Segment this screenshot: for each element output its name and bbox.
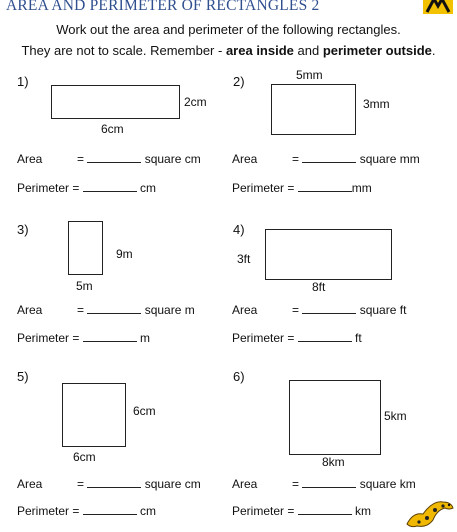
area-answer-line: Area = square cm (17, 477, 201, 491)
rectangle-2 (271, 84, 356, 135)
rectangle-4 (265, 229, 392, 280)
rectangle-width-label: 8km (322, 455, 345, 469)
perimeter-answer-line: Perimeter = cm (17, 504, 157, 518)
problem-number: 1) (17, 74, 29, 89)
perimeter-answer-line: Perimeter = km (232, 504, 372, 518)
perimeter-answer-line: Perimeter = m (17, 331, 151, 345)
rectangle-height-label: 3ft (237, 252, 251, 266)
salamander-mascot-icon (403, 494, 455, 530)
worksheet-title: AREA AND PERIMETER OF RECTANGLES 2 (6, 0, 320, 14)
perimeter-answer-blank[interactable] (83, 505, 137, 515)
rectangle-3 (68, 221, 103, 275)
perimeter-answer-blank[interactable] (83, 332, 137, 342)
site-logo-icon (423, 0, 453, 14)
rectangle-height-label: 6cm (133, 404, 156, 418)
rectangle-width-label: 5m (76, 279, 93, 293)
rectangle-6 (289, 380, 381, 455)
perimeter-answer-blank[interactable] (298, 182, 352, 192)
area-answer-line: Area = square km (232, 477, 416, 491)
area-answer-line: Area = square m (17, 303, 195, 317)
problem-number: 2) (233, 74, 245, 89)
perimeter-answer-blank[interactable] (298, 505, 352, 515)
rectangle-5 (62, 383, 126, 447)
rectangle-height-label: 3mm (363, 97, 390, 111)
perimeter-answer-blank[interactable] (83, 182, 137, 192)
area-answer-line: Area = square cm (17, 152, 201, 166)
rectangle-height-label: 9m (116, 247, 133, 261)
area-answer-blank[interactable] (302, 478, 356, 488)
rectangle-width-label: 6cm (101, 122, 124, 136)
rectangle-width-label: 8ft (312, 280, 326, 294)
rectangle-height-label: 5km (384, 409, 407, 423)
problem-number: 4) (233, 222, 245, 237)
area-answer-blank[interactable] (87, 478, 141, 488)
area-answer-blank[interactable] (302, 153, 356, 163)
rectangle-height-label: 2cm (184, 95, 207, 109)
perimeter-answer-line: Perimeter = ft (232, 331, 362, 345)
instruction-line-1: Work out the area and perimeter of the following rectangles. (56, 22, 401, 37)
area-answer-line: Area = square mm (232, 152, 420, 166)
area-answer-line: Area = square ft (232, 303, 407, 317)
area-answer-blank[interactable] (302, 304, 356, 314)
problem-number: 6) (233, 369, 245, 384)
perimeter-answer-line: Perimeter = cm (17, 181, 157, 195)
instruction-line-2: They are not to scale. Remember - area inside and perimeter outside. (21, 43, 436, 58)
rectangle-1 (51, 85, 180, 119)
area-answer-blank[interactable] (87, 153, 141, 163)
area-answer-blank[interactable] (87, 304, 141, 314)
perimeter-answer-line: Perimeter = mm (232, 181, 372, 195)
problem-number: 5) (17, 369, 29, 384)
perimeter-answer-blank[interactable] (298, 332, 352, 342)
rectangle-width-label: 6cm (73, 450, 96, 464)
rectangle-width-label: 5mm (296, 68, 323, 82)
problem-number: 3) (17, 222, 29, 237)
